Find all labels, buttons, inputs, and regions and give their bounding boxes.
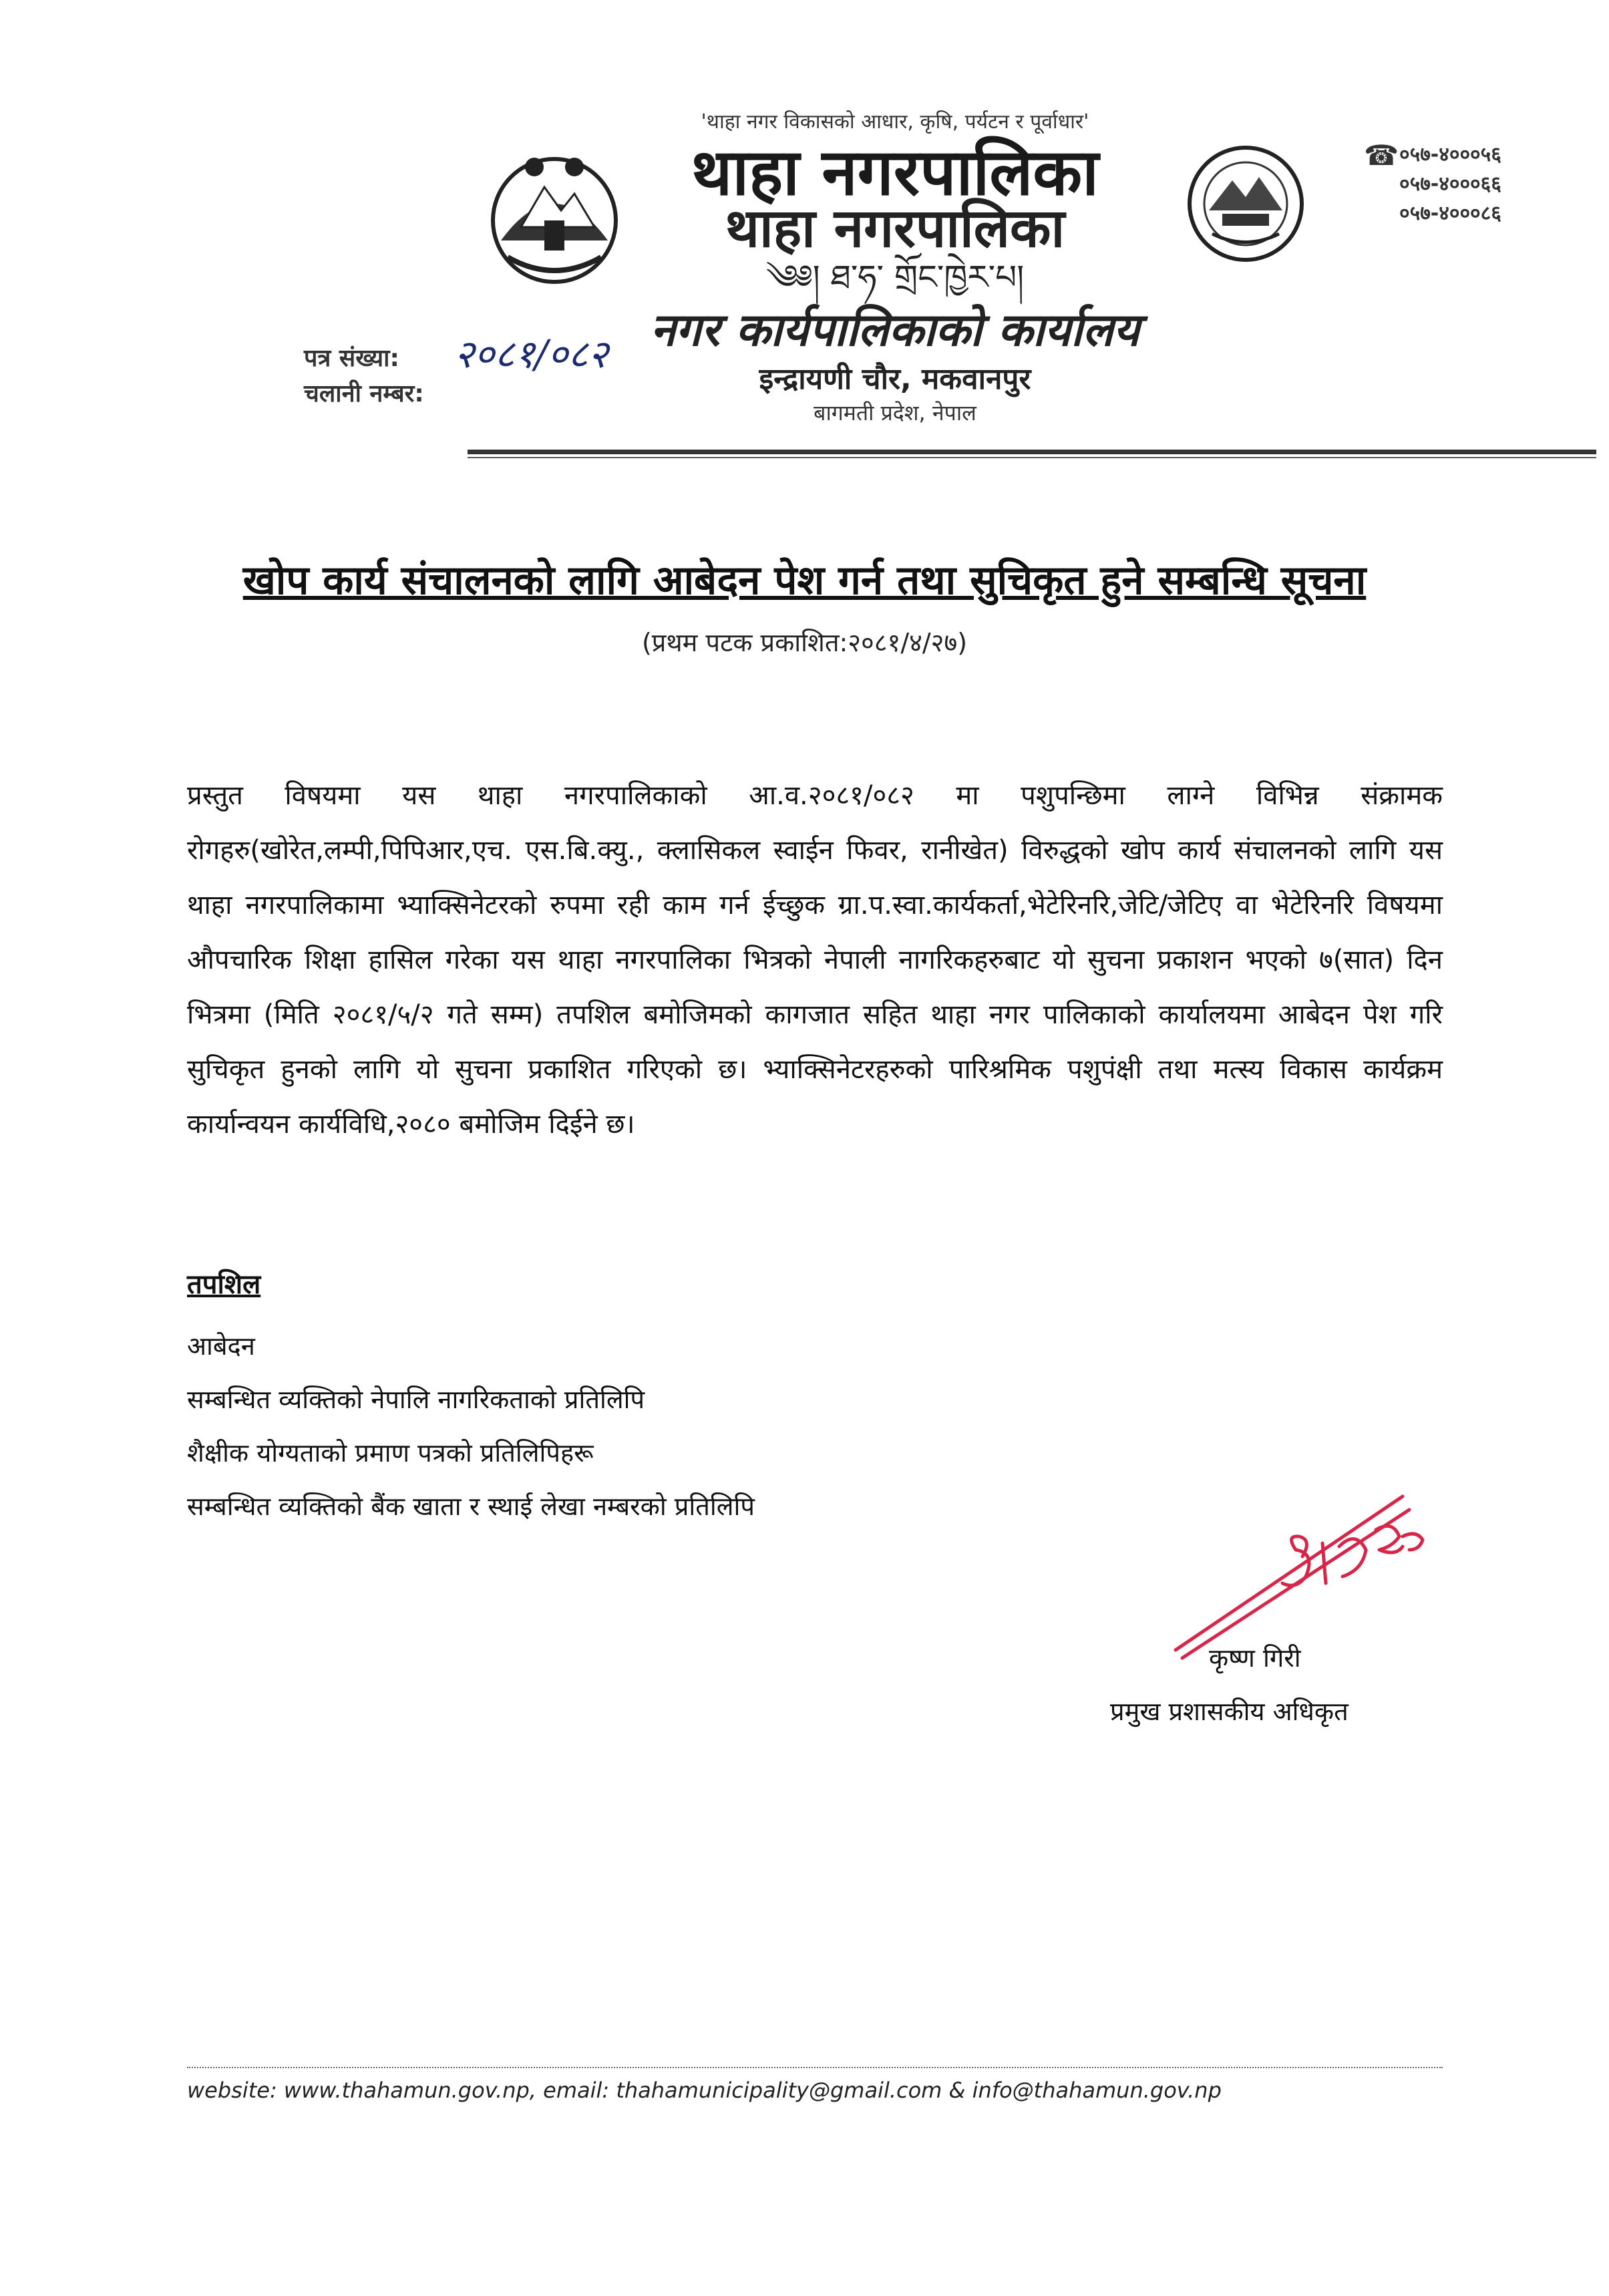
letterhead-tagline: 'थाहा नगर विकासको आधार, कृषि, पर्यटन र पूर्वाधार'	[701, 110, 1089, 134]
footer-divider	[187, 2067, 1443, 2068]
details-item: सम्बन्धित व्यक्तिको नेपालि नागरिकताको प्रतिलिपि	[187, 1385, 645, 1414]
handwritten-signature	[1162, 1483, 1456, 1663]
footer-contact: website: www.thahamun.gov.np, email: thahamunicipality@gmail.com & info@thahamun.gov.np	[187, 2078, 1222, 2103]
details-item: आबेदन	[187, 1331, 255, 1361]
dispatch-number-label: चलानी नम्बर:	[304, 380, 424, 407]
phone-numbers	[1399, 140, 1501, 228]
nepal-emblem-logo	[481, 140, 628, 287]
letter-number-label: पत्र संख्या:	[304, 345, 399, 372]
municipality-name-newari: थाहा नगरपालिका	[725, 197, 1065, 259]
office-name: नगर कार्यपालिकाको कार्यालय	[650, 304, 1140, 357]
notice-title: खोप कार्य संचालनको लागि आबेदन पेश गर्न तथा सुचिकृत हुने सम्बन्धि सूचना	[242, 557, 1367, 604]
thaha-municipality-logo	[1186, 144, 1306, 264]
details-heading: तपशिल	[187, 1269, 261, 1300]
details-item: शैक्षीक योग्यताको प्रमाण पत्रको प्रतिलिपिहरू	[187, 1438, 594, 1468]
notice-published-date: (प्रथम पटक प्रकाशित:२०८१/४/२७)	[641, 628, 968, 657]
letter-number-value: २०८१/०८२	[454, 331, 608, 377]
details-item: सम्बन्धित व्यक्तिको बैंक खाता र स्थाई लेखा नम्बरको प्रतिलिपि	[187, 1492, 755, 1521]
details-list	[187, 1319, 755, 1533]
office-province: बागमती प्रदेश, नेपाल	[814, 400, 976, 426]
municipality-name-tibetan: ༄༅། ཐ་ཧ་ གྲོང་ཁྱེར་པ།	[765, 258, 1025, 297]
signer-name: कृष्ण गिरी	[1209, 1643, 1301, 1673]
phone-number: ०५७-४०००५६	[1399, 143, 1501, 166]
office-address: इन्द्रायणी चौर, मकवानपुर	[759, 362, 1031, 396]
telephone-icon: ☎	[1364, 139, 1399, 172]
header-divider-thin	[468, 457, 1596, 458]
phone-number: ०५७-४०००८६	[1399, 202, 1501, 225]
municipality-name-nepali: थाहा नगरपालिका	[691, 135, 1099, 210]
phone-number: ०५७-४०००६६	[1399, 172, 1501, 196]
header-divider	[468, 450, 1596, 454]
notice-body: प्रस्तुत विषयमा यस थाहा नगरपालिकाको आ.व.२०८१/०८२ मा पशुपन्छिमा लाग्ने विभिन्न संक्रामक रोगहरु(खोरेत,लम्पी,पिपिआर,एच. एस.बि.क्यु., क्लासिकल स्वाईन फिवर, रानीखेत) विरुद्धको खोप कार्य संचालनको लागि यस थाहा नगरपालिकामा भ्याक्सिनेटरको रुपमा रही काम गर्न ईच्छुक ग्रा.प.स्वा.कार्यकर्ता,भेटेरिनरि,जेटि/जेटिए वा भेटेरिनरि विषयमा औपचारिक शिक्षा हासिल गरेका यस थाहा नगरपालिका भित्रको नेपाली नागरिकहरुबाट यो सुचना प्रकाशन भएको ७(सात) दिन भित्रमा (मिति २०८१/५/२ गते सम्म) तपशिल बमोजिमको कागजात सहित थाहा नगर पालिकाको कार्यालयमा आबेदन पेश गरि सुचिकृत हुनको लागि यो सुचना प्रकाशित गरिएको छ। भ्याक्सिनेटरहरुको पारिश्रमिक पशुपंक्षी तथा मत्स्य विकास कार्यक्रम कार्यान्वयन कार्यविधि,२०८० बमोजिम दिईने छ।	[187, 780, 1443, 1140]
signer-title: प्रमुख प्रशासकीय अधिकृत	[1110, 1697, 1349, 1726]
